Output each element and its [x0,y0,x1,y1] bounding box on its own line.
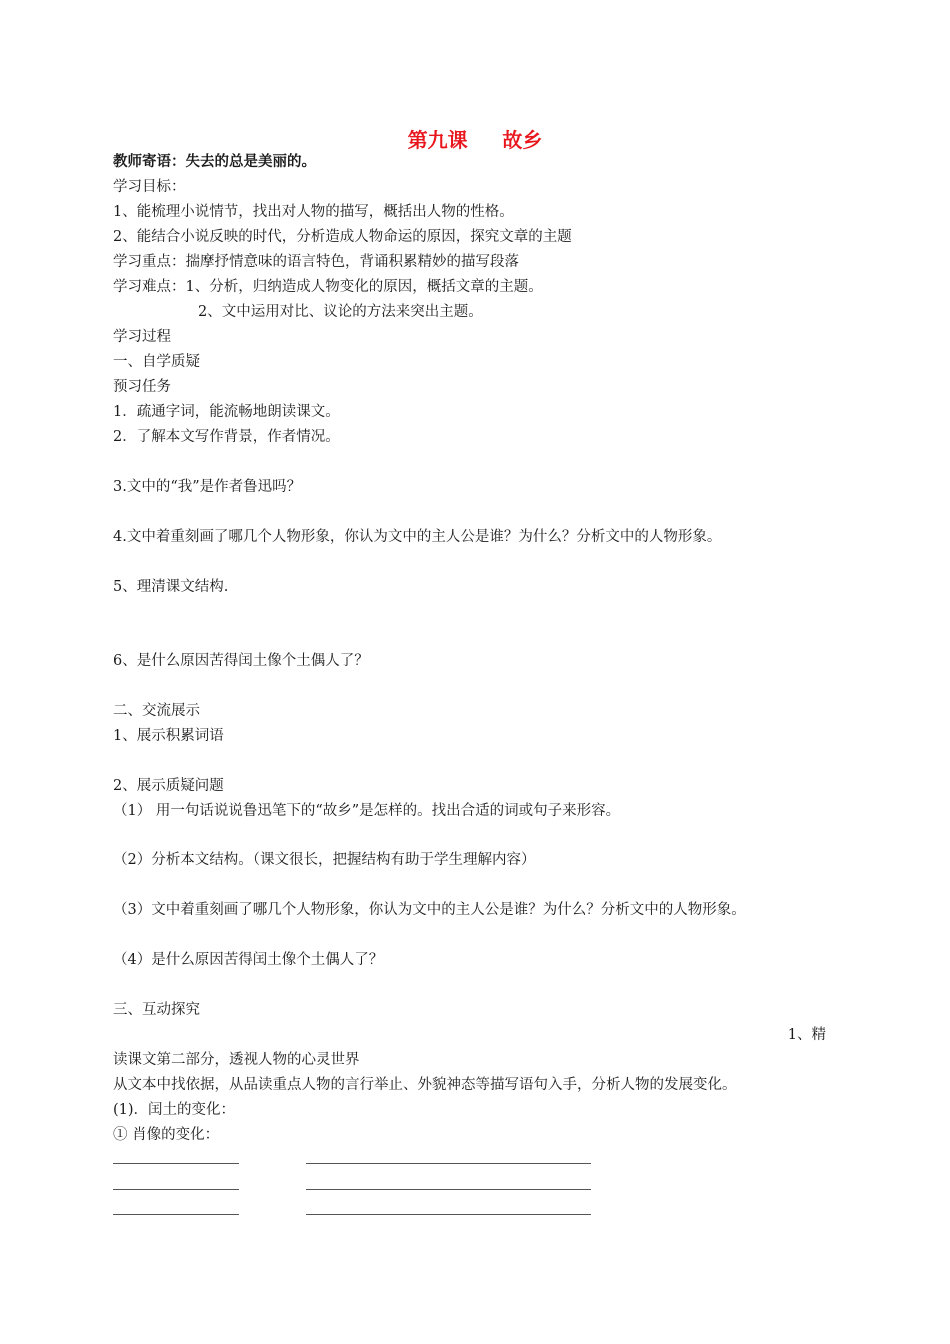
section-3-heading: 三、互动探究 [113,1002,200,1018]
preview-task-5: 5、理清课文结构. [113,579,229,595]
preview-task-1: 1．疏通字词，能流畅地朗读课文。 [113,404,340,420]
answer-blank-short-3[interactable] [113,1214,239,1215]
portrait-change-heading: ① 肖像的变化： [113,1127,220,1143]
preview-task-4: 4.文中着重刻画了哪几个人物形象，你认为文中的主人公是谁？为什么？分析文中的人物形象。 [113,529,722,545]
preview-task-2: 2．了解本文写作背景，作者情况。 [113,429,340,445]
show-questions: 2、展示质疑问题 [113,778,224,794]
runtu-change-heading: (1)．闰土的变化： [113,1102,236,1118]
task-instructions: 从文本中找依据，从品读重点人物的言行举止、外貌神态等描写语句入手，分析人物的发展变化。 [113,1077,737,1093]
teacher-motto: 教师寄语：失去的总是美丽的。 [113,154,316,170]
task-1-text: 读课文第二部分，透视人物的心灵世界 [113,1052,360,1068]
answer-blank-short-2[interactable] [113,1189,239,1190]
task-1-number: 1、精 [787,1027,826,1043]
question-4: （4）是什么原因苦得闰土像个土偶人了？ [113,952,384,968]
preview-task-6: 6、是什么原因苦得闰土像个土偶人了？ [113,653,369,669]
process-heading: 学习过程 [113,329,171,345]
answer-blank-short-1[interactable] [113,1163,239,1164]
question-2: （2）分析本文结构。（课文很长，把握结构有助于学生理解内容） [113,852,536,868]
key-points: 学习重点：揣摩抒情意味的语言特色，背诵积累精妙的描写段落 [113,254,519,270]
difficulty-2: 2、文中运用对比、议论的方法来突出主题。 [198,304,483,320]
answer-blank-long-2[interactable] [306,1189,591,1190]
answer-blank-long-1[interactable] [306,1163,591,1164]
difficulty-1: 学习难点：1、分析，归纳造成人物变化的原因，概括文章的主题。 [113,279,543,295]
answer-blank-long-3[interactable] [306,1214,591,1215]
objectives-heading: 学习目标： [113,179,186,195]
show-vocab: 1、展示积累词语 [113,728,224,744]
preview-task-heading: 预习任务 [113,379,171,395]
objective-1: 1、能梳理小说情节，找出对人物的描写，概括出人物的性格。 [113,204,514,220]
objective-2: 2、能结合小说反映的时代，分析造成人物命运的原因，探究文章的主题 [113,229,572,245]
question-1: （1） 用一句话说说鲁迅笔下的“故乡”是怎样的。找出合适的词或句子来形容。 [113,803,621,819]
preview-task-3: 3.文中的“我”是作者鲁迅吗？ [113,479,302,495]
lesson-title: 第九课 故乡 [407,128,543,152]
question-3: （3）文中着重刻画了哪几个人物形象，你认为文中的主人公是谁？为什么？分析文中的人物形象。 [113,902,746,918]
section-2-heading: 二、交流展示 [113,703,200,719]
section-1-heading: 一、自学质疑 [113,354,200,370]
